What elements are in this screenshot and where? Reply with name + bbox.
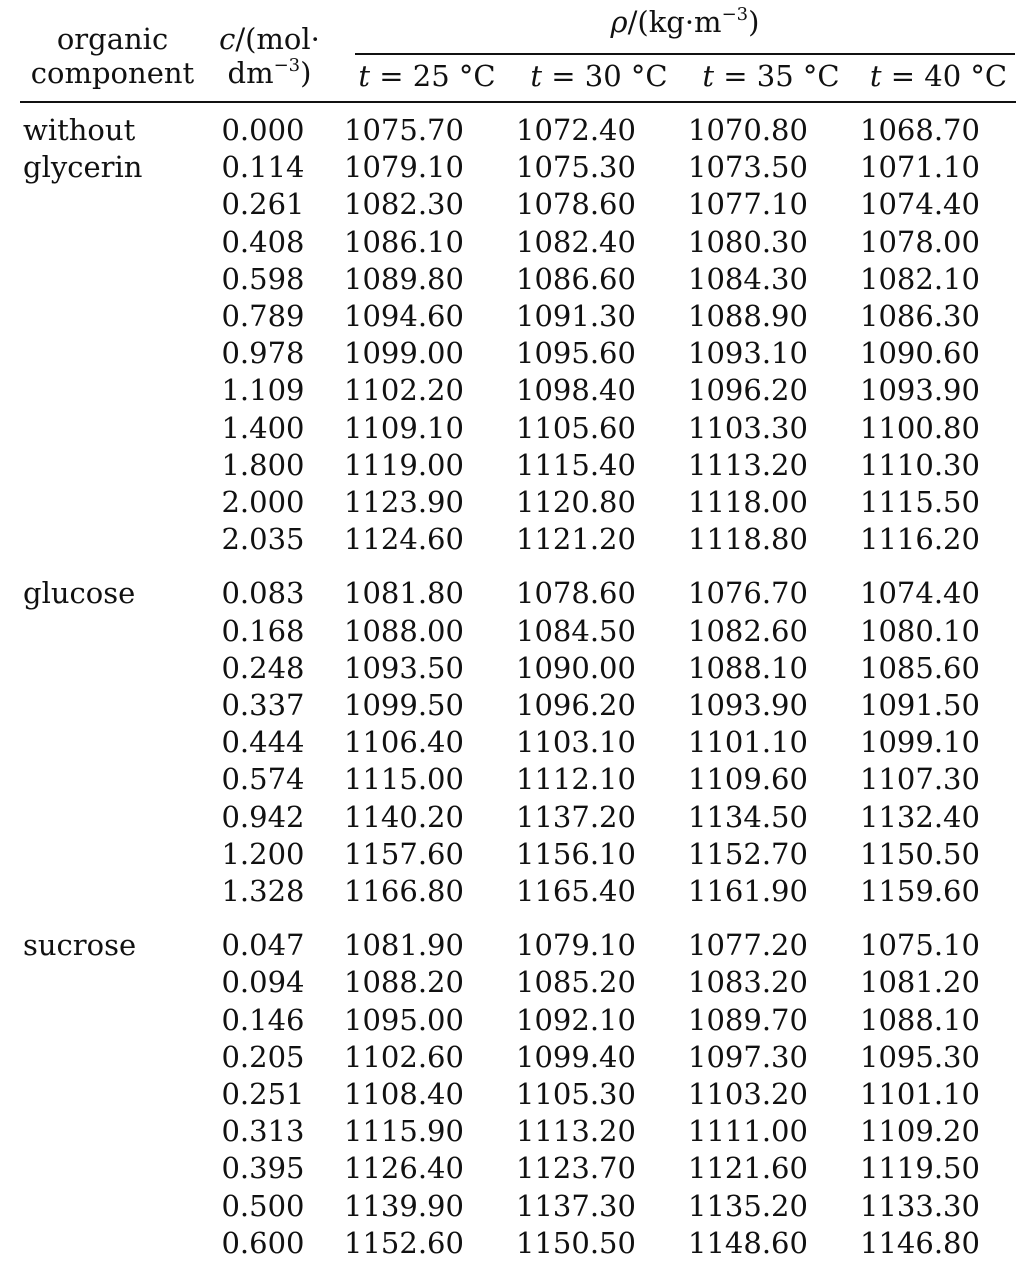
density-cell: 1081.90: [344, 928, 464, 963]
component-cell: [20, 1039, 208, 1076]
density-cell: 1098.40: [516, 373, 636, 408]
table-row: [20, 836, 1006, 873]
component-cell: [20, 1076, 208, 1113]
density-cell: 1093.90: [860, 373, 980, 408]
density-cell: 1146.80: [860, 1225, 980, 1260]
density-cell: 1088.20: [344, 965, 464, 1000]
concentration-cell: 0.094: [221, 965, 305, 1000]
density-cell: 1109.10: [344, 410, 464, 445]
density-cell: 1126.40: [344, 1151, 464, 1186]
density-cell: 1095.30: [860, 1039, 980, 1074]
density-cell: 1115.50: [860, 485, 980, 520]
concentration-cell: 0.978: [221, 336, 305, 371]
density-cell: 1166.80: [344, 874, 464, 909]
density-cell: 1078.60: [516, 187, 636, 222]
density-cell: 1110.30: [860, 447, 980, 482]
table-row: [20, 873, 1006, 910]
temperature-header-40: [857, 59, 1020, 93]
data-table: [20, 112, 1006, 1262]
density-cell: 1085.60: [860, 650, 980, 685]
density-cell: 1124.60: [344, 522, 464, 557]
concentration-cell: 0.395: [221, 1151, 305, 1186]
component-cell: [20, 372, 208, 409]
density-cell: 1100.80: [860, 410, 980, 445]
concentration-cell: 0.337: [221, 688, 305, 723]
table-row: [20, 1076, 1006, 1113]
table-row: [20, 1002, 1006, 1039]
table-row: [20, 724, 1006, 761]
component-header-line1: organic: [56, 22, 169, 56]
table-row: [20, 335, 1006, 372]
component-header-line2: component: [30, 56, 195, 90]
table-row: [20, 261, 1006, 298]
density-cell: 1070.80: [688, 113, 808, 147]
density-cell: 1139.90: [344, 1188, 464, 1223]
concentration-cell: 1.109: [221, 373, 305, 408]
density-cell: 1080.30: [688, 224, 808, 259]
concentration-cell: 0.205: [221, 1039, 305, 1074]
density-cell: 1081.80: [344, 576, 464, 611]
density-cell: 1165.40: [516, 874, 636, 909]
density-cell: 1075.10: [860, 928, 980, 963]
density-cell: 1101.10: [688, 725, 808, 760]
table-row: [20, 521, 1006, 558]
density-cell: 1082.30: [344, 187, 464, 222]
density-cell: 1086.10: [344, 224, 464, 259]
concentration-cell: 0.313: [221, 1114, 305, 1149]
table-row: [20, 1150, 1006, 1187]
component-cell: [20, 724, 208, 761]
density-cell: 1152.60: [344, 1225, 464, 1260]
density-cell: 1101.10: [860, 1077, 980, 1112]
component-cell: [20, 224, 208, 261]
component-cell: without: [23, 113, 136, 147]
concentration-cell: 0.248: [221, 650, 305, 685]
concentration-symbol: c: [219, 22, 236, 56]
density-cell: 1072.40: [516, 113, 636, 147]
density-cell: 1093.10: [688, 336, 808, 371]
density-cell: 1103.10: [516, 725, 636, 760]
density-cell: 1118.00: [688, 485, 808, 520]
density-cell: 1091.50: [860, 688, 980, 723]
density-cell: 1082.60: [688, 613, 808, 648]
concentration-cell: 0.168: [221, 613, 305, 648]
component-cell: [20, 964, 208, 1001]
density-cell: 1115.90: [344, 1114, 464, 1149]
density-cell: 1076.70: [688, 576, 808, 611]
density-cell: 1099.40: [516, 1039, 636, 1074]
temperature-symbol: t: [702, 59, 715, 93]
concentration-unit-close: ): [300, 56, 312, 90]
concentration-cell: 0.000: [221, 113, 305, 147]
temperature-header-35: [685, 59, 857, 93]
concentration-cell: 0.789: [221, 299, 305, 334]
component-cell: [20, 1150, 208, 1187]
density-cell: 1088.10: [860, 1002, 980, 1037]
density-cell: 1103.30: [688, 410, 808, 445]
concentration-cell: 0.261: [221, 187, 305, 222]
density-cell: 1111.00: [688, 1114, 808, 1149]
density-cell: 1088.00: [344, 613, 464, 648]
density-cell: 1132.40: [860, 799, 980, 834]
table-row: [20, 186, 1006, 223]
concentration-cell: 0.251: [221, 1077, 305, 1112]
table-row: [20, 1039, 1006, 1076]
component-cell: [20, 1002, 208, 1039]
concentration-cell: 1.400: [221, 410, 305, 445]
density-cell: 1150.50: [516, 1225, 636, 1260]
density-header: [355, 5, 1015, 39]
concentration-header: [212, 22, 327, 90]
density-cell: 1118.80: [688, 522, 808, 557]
component-cell: sucrose: [23, 928, 137, 963]
density-cell: 1102.60: [344, 1039, 464, 1074]
table-row: [20, 410, 1006, 447]
concentration-cell: 0.600: [221, 1225, 305, 1260]
component-cell: [20, 873, 208, 910]
temperature-symbol: t: [358, 59, 371, 93]
component-cell: [20, 1113, 208, 1150]
concentration-cell: 1.800: [221, 447, 305, 482]
table-row: [20, 927, 1006, 964]
group-spacer-cell: [20, 558, 1006, 575]
component-cell: [20, 186, 208, 223]
density-cell: 1095.60: [516, 336, 636, 371]
density-cell: 1077.20: [688, 928, 808, 963]
density-cell: 1075.30: [516, 150, 636, 185]
table-row: [20, 224, 1006, 261]
density-cell: 1085.20: [516, 965, 636, 1000]
density-cell: 1105.60: [516, 410, 636, 445]
density-cell: 1156.10: [516, 836, 636, 871]
component-cell: glycerin: [23, 150, 143, 185]
density-cell: 1115.00: [344, 762, 464, 797]
density-cell: 1113.20: [688, 447, 808, 482]
concentration-cell: 0.083: [221, 576, 305, 611]
concentration-cell: 0.942: [221, 799, 305, 834]
component-cell: [20, 410, 208, 447]
component-cell: [20, 1225, 208, 1262]
density-cell: 1073.50: [688, 150, 808, 185]
concentration-header-line1: [212, 22, 327, 56]
data-table-body: [20, 112, 1006, 1262]
density-cell: 1089.80: [344, 261, 464, 296]
concentration-cell: 0.146: [221, 1002, 305, 1037]
concentration-cell: 0.408: [221, 224, 305, 259]
density-cell: 1121.20: [516, 522, 636, 557]
temperature-label-40: = 40 °C: [881, 59, 1008, 93]
density-cell: 1116.20: [860, 522, 980, 557]
temperature-symbol: t: [869, 59, 882, 93]
density-cell: 1133.30: [860, 1188, 980, 1223]
table-row: [20, 372, 1006, 409]
density-cell: 1080.10: [860, 613, 980, 648]
density-cell: 1084.30: [688, 261, 808, 296]
density-cell: 1079.10: [344, 150, 464, 185]
density-cell: 1157.60: [344, 836, 464, 871]
temperature-label-30: = 30 °C: [542, 59, 668, 93]
component-cell: [20, 687, 208, 724]
temperature-label-35: = 35 °C: [714, 59, 840, 93]
concentration-cell: 2.000: [221, 485, 305, 520]
density-cell: 1079.10: [516, 928, 636, 963]
density-cell: 1078.00: [860, 224, 980, 259]
component-cell: [20, 613, 208, 650]
density-cell: 1074.40: [860, 576, 980, 611]
density-cell: 1091.30: [516, 299, 636, 334]
density-cell: 1090.60: [860, 336, 980, 371]
concentration-cell: 0.444: [221, 725, 305, 760]
density-cell: 1089.70: [688, 1002, 808, 1037]
density-cell: 1096.20: [688, 373, 808, 408]
table-row: [20, 964, 1006, 1001]
density-cell: 1082.40: [516, 224, 636, 259]
density-cell: 1090.00: [516, 650, 636, 685]
density-cell: 1099.10: [860, 725, 980, 760]
table-row: [20, 447, 1006, 484]
concentration-cell: 0.598: [221, 261, 305, 296]
density-cell: 1109.60: [688, 762, 808, 797]
table-row: [20, 149, 1006, 186]
component-cell: [20, 1188, 208, 1225]
temperature-header-25: [341, 59, 513, 93]
table-row: [20, 112, 1006, 149]
density-cell: 1068.70: [860, 113, 980, 147]
concentration-cell: 1.200: [221, 836, 305, 871]
density-cell: 1088.10: [688, 650, 808, 685]
group-spacer-cell: [20, 910, 1006, 927]
component-cell: [20, 650, 208, 687]
density-cell: 1075.70: [344, 113, 464, 147]
component-cell: [20, 521, 208, 558]
density-cell: 1150.50: [860, 836, 980, 871]
density-cell: 1097.30: [688, 1039, 808, 1074]
density-cell: 1105.30: [516, 1077, 636, 1112]
component-cell: [20, 799, 208, 836]
concentration-header-line2: [212, 56, 327, 90]
density-cell: 1134.50: [688, 799, 808, 834]
table-row: [20, 761, 1006, 798]
temperature-symbol: t: [530, 59, 543, 93]
density-cell: 1086.30: [860, 299, 980, 334]
density-cell: 1109.20: [860, 1114, 980, 1149]
density-cell: 1095.00: [344, 1002, 464, 1037]
density-cell: 1094.60: [344, 299, 464, 334]
density-cell: 1093.50: [344, 650, 464, 685]
density-cell: 1135.20: [688, 1188, 808, 1223]
density-cell: 1092.10: [516, 1002, 636, 1037]
concentration-cell: 0.047: [221, 928, 305, 963]
temperature-label-25: = 25 °C: [370, 59, 496, 93]
concentration-unit-exponent: −3: [273, 55, 301, 76]
density-cell: 1093.90: [688, 688, 808, 723]
component-header: [20, 22, 205, 90]
density-cell: 1120.80: [516, 485, 636, 520]
density-cell: 1103.20: [688, 1077, 808, 1112]
table-row: [20, 484, 1006, 521]
density-cell: 1108.40: [344, 1077, 464, 1112]
concentration-cell: 0.114: [221, 150, 305, 185]
density-cell: 1140.20: [344, 799, 464, 834]
density-cell: 1086.60: [516, 261, 636, 296]
concentration-cell: 0.500: [221, 1188, 305, 1223]
density-symbol: ρ: [610, 5, 628, 39]
density-cell: 1081.20: [860, 965, 980, 1000]
concentration-cell: 1.328: [221, 874, 305, 909]
density-cell: 1102.20: [344, 373, 464, 408]
density-unit-close: ): [748, 5, 760, 39]
density-cell: 1112.10: [516, 762, 636, 797]
component-cell: [20, 447, 208, 484]
density-cell: 1123.90: [344, 485, 464, 520]
density-cell: 1161.90: [688, 874, 808, 909]
density-cell: 1115.40: [516, 447, 636, 482]
density-cell: 1099.00: [344, 336, 464, 371]
concentration-unit-base: dm: [227, 56, 274, 90]
concentration-cell: 0.574: [221, 762, 305, 797]
table-row: [20, 1113, 1006, 1150]
density-cell: 1123.70: [516, 1151, 636, 1186]
density-cell: 1148.60: [688, 1225, 808, 1260]
density-cell: 1088.90: [688, 299, 808, 334]
density-cell: 1152.70: [688, 836, 808, 871]
density-cell: 1159.60: [860, 874, 980, 909]
density-cell: 1077.10: [688, 187, 808, 222]
table-row: [20, 687, 1006, 724]
component-cell: [20, 761, 208, 798]
density-cell: 1083.20: [688, 965, 808, 1000]
component-cell: [20, 836, 208, 873]
component-cell: glucose: [23, 576, 136, 611]
table-row: [20, 650, 1006, 687]
concentration-cell: 2.035: [221, 522, 305, 557]
header-rule: [20, 101, 1016, 103]
concentration-unit-part1: /(mol·: [235, 22, 320, 56]
group-spacer: [20, 910, 1006, 927]
temperature-header-30: [513, 59, 685, 93]
group-spacer: [20, 558, 1006, 575]
density-cell: 1107.30: [860, 762, 980, 797]
density-cell: 1137.20: [516, 799, 636, 834]
table-row: [20, 799, 1006, 836]
density-cell: 1078.60: [516, 576, 636, 611]
component-cell: [20, 261, 208, 298]
component-cell: [20, 484, 208, 521]
table-row: [20, 575, 1006, 612]
density-cell: 1084.50: [516, 613, 636, 648]
density-cell: 1119.50: [860, 1151, 980, 1186]
density-cell: 1071.10: [860, 150, 980, 185]
density-unit: /(kg·m: [627, 5, 722, 39]
component-cell: [20, 335, 208, 372]
table-row: [20, 1225, 1006, 1262]
density-span-rule: [355, 53, 1015, 55]
density-cell: 1074.40: [860, 187, 980, 222]
table-row: [20, 1188, 1006, 1225]
component-cell: [20, 298, 208, 335]
density-cell: 1119.00: [344, 447, 464, 482]
density-cell: 1099.50: [344, 688, 464, 723]
density-cell: 1113.20: [516, 1114, 636, 1149]
density-cell: 1121.60: [688, 1151, 808, 1186]
density-cell: 1082.10: [860, 261, 980, 296]
density-unit-exponent: −3: [721, 4, 749, 25]
table-row: [20, 613, 1006, 650]
table-row: [20, 298, 1006, 335]
density-cell: 1096.20: [516, 688, 636, 723]
density-cell: 1106.40: [344, 725, 464, 760]
density-cell: 1137.30: [516, 1188, 636, 1223]
